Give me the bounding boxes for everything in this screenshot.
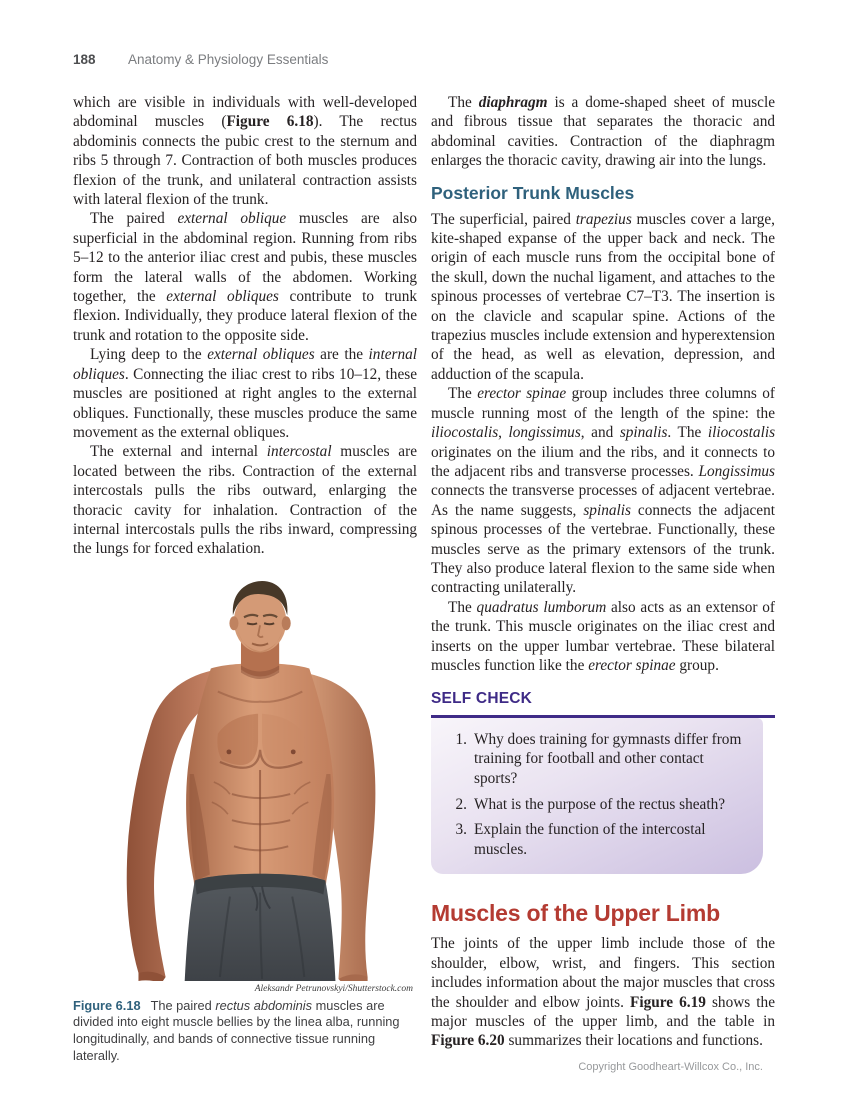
- paragraph: The paired external oblique muscles are also superficial in the abdominal region. Running from ribs 5–12 to the anterior iliac crest and pubis, these muscles form the lateral walls of the abdomen. Working together, the external obliques contribute to trunk flexion. Individually, they produce lateral flexion of the trunk and rotation to the opposite side.: [73, 210, 417, 344]
- paragraph: The joints of the upper limb include those of the shoulder, elbow, wrist, and fingers. This section includes information about the major muscles that cross the shoulder and elbow joints. Figure 6.19 shows the major muscles of the upper limb, and the table in Figure 6.20 summarizes their locations and functions.: [431, 935, 775, 1050]
- page-header: [73, 52, 775, 67]
- self-check-question: 2. What is the purpose of the rectus sheath?: [455, 795, 726, 813]
- paragraph: The diaphragm is a dome-shaped sheet of muscle and fibrous tissue that separates the thoracic and abdominal cavities. Contraction of the diaphragm enlarges the thoracic cavity, drawing air into the lungs.: [431, 94, 775, 170]
- self-check-feature: [431, 690, 775, 874]
- figure-6-18: [73, 573, 417, 1064]
- self-check-question: 3. Explain the function of the intercostal muscles.: [455, 821, 706, 858]
- left-column: [73, 93, 417, 1073]
- two-column-layout: [73, 93, 775, 1073]
- self-check-title: SELF CHECK: [431, 690, 533, 708]
- muscular-man-illustration: [109, 573, 381, 981]
- photo-credit: Aleksandr Petrunovskyi/Shutterstock.com: [254, 983, 413, 994]
- page-number: 188: [73, 52, 96, 67]
- figure-caption-label: Figure 6.18: [73, 997, 141, 1013]
- paragraph: The quadratus lumborum also acts as an extensor of the trunk. This muscle originates on the iliac crest and inserts on the upper lumbar vertebrae. These bilateral muscles function like the erector spinae group.: [431, 598, 775, 674]
- diaphragm-paragraph: [431, 93, 775, 171]
- paragraph: The superficial, paired trapezius muscles cover a large, kite-shaped expanse of the upper back and neck. The origin of each muscle runs from the occipital bone of the skull, down the nuchal ligament, and attaches to the spinous processes of vertebrae C7–T3. The insertion is on the clavicle and scapular spine. Actions of the trapezius muscles include extension and hyperextension of the head, as well as elevation, depression, and adduction of the scapula.: [431, 210, 775, 383]
- figure-caption-text: The paired rectus abdominis muscles are divided into eight muscle bellies by the linea alba, running longitudinally, and bands of connective tissue running laterally.: [73, 997, 400, 1063]
- paragraph: Lying deep to the external obliques are the internal obliques. Connecting the iliac crest to ribs 10–12, these muscles are positioned at right angles to the external obliques. Functionally, these muscles produce the same movement as the external obliques.: [73, 346, 417, 441]
- paragraph: which are visible in individuals with well-developed abdominal muscles (Figure 6.18). The rectus abdominis connects the pubic crest to the sternum and ribs 5 through 7. Contraction of both muscles produces flexion of the trunk, and unilateral contraction assists with lateral flexion of the trunk.: [73, 94, 417, 209]
- posterior-trunk-paragraphs: [431, 210, 775, 676]
- section-heading-posterior-trunk: Posterior Trunk Muscles: [431, 182, 635, 203]
- self-check-questions: [441, 730, 745, 860]
- paragraph: The external and internal intercostal muscles are located between the ribs. Contraction of the external intercostals pulls the ribs outward, enlarging the thoracic cavity for inhalation. Contraction of the internal intercostals pulls the ribs inward, compressing the lungs for forced exhalation.: [73, 443, 417, 558]
- copyright-footer: Copyright Goodheart-Willcox Co., Inc.: [578, 1060, 763, 1073]
- self-check-question: 1. Why does training for gymnasts differ from training for football and other contact sports?: [455, 730, 742, 788]
- right-column: [431, 93, 775, 1073]
- self-check-box: [431, 718, 763, 875]
- section-heading-upper-limb: Muscles of the Upper Limb: [431, 900, 720, 927]
- left-column-paragraphs: [73, 93, 417, 559]
- running-head: Anatomy & Physiology Essentials: [128, 52, 329, 67]
- upper-limb-paragraphs: [431, 934, 775, 1050]
- paragraph: The erector spinae group includes three columns of muscle running most of the length of the spine: the iliocostalis, longissimus, and spinalis. The iliocostalis originates on the ilium and the ribs, and it connects to the adjacent ribs and transverse processes. Longissimus connects the transverse processes of adjacent vertebrae. As the name suggests, spinalis connects the adjacent spinous processes of the vertebrae. Functionally, these muscles serve as the primary extensors of the trunk. They also produce lateral flexion to the same side when contracting unilaterally.: [431, 385, 776, 597]
- figure-caption: [73, 998, 417, 1064]
- figure-photo: [73, 573, 417, 981]
